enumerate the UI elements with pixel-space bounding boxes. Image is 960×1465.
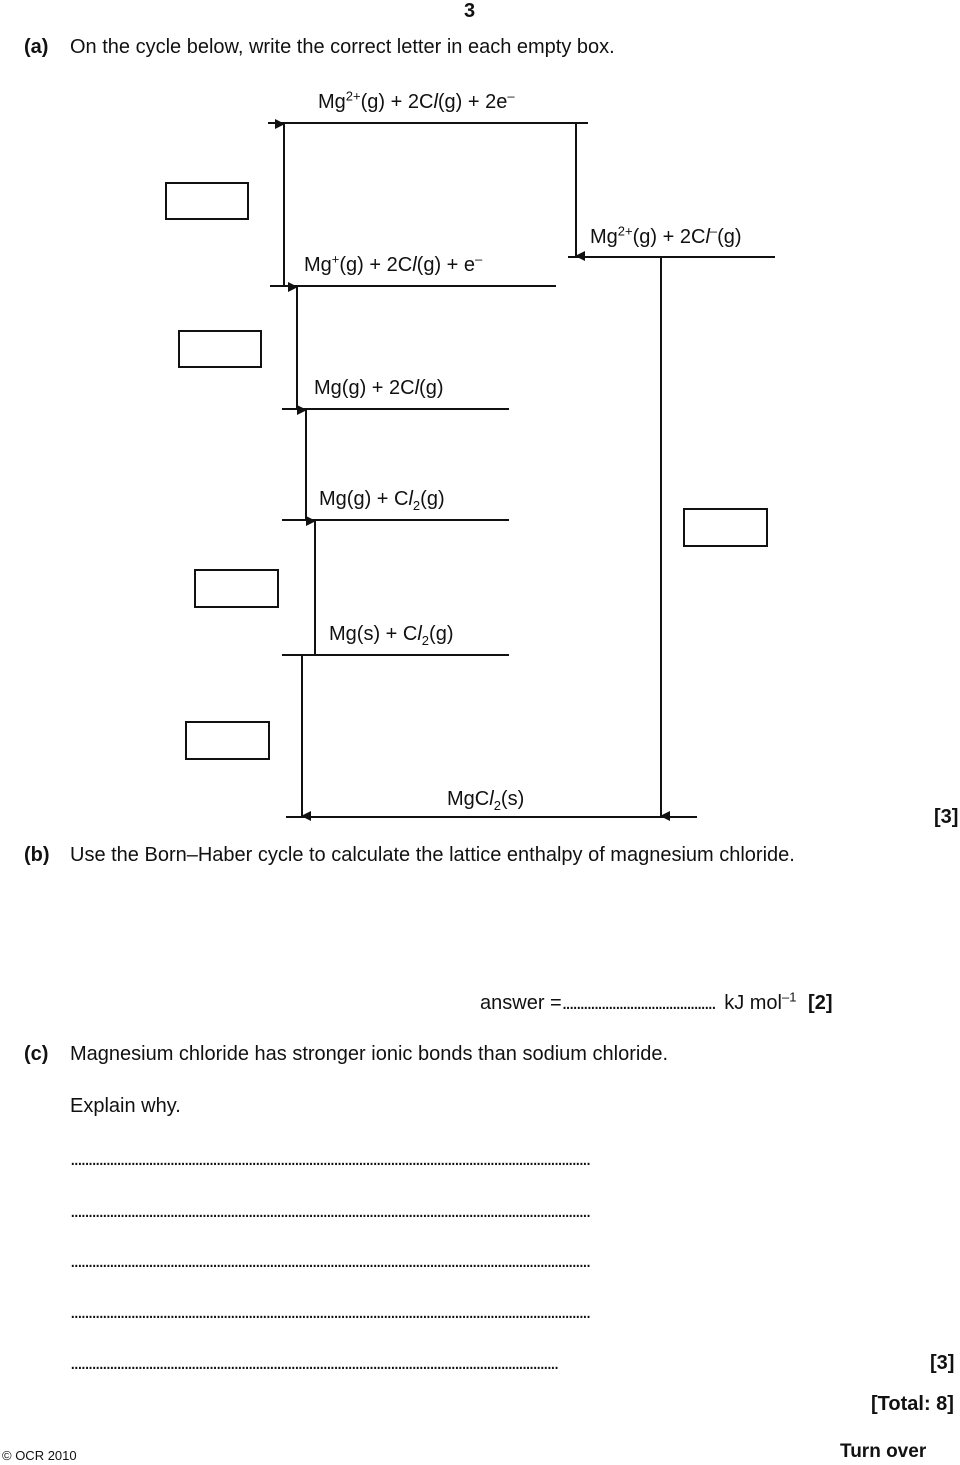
answer-line-2[interactable]: .................................................................................................................................................. (70, 1200, 590, 1222)
level-label-2: Mg+(g) + 2Cl(g) + e– (304, 251, 483, 276)
answer-box-1[interactable] (165, 182, 249, 220)
answer-box-2[interactable] (178, 330, 262, 368)
level-label-3: $Mg^{2+}(g) + 2Cl^-(g)$ (590, 223, 742, 248)
part-b-label: (b) (24, 844, 50, 866)
part-a-question: On the cycle below, write the correct letter in each empty box. (70, 36, 615, 58)
level-label-1: $Mg^{2+}(g) + 2Cl(g) + 2e^-$ (318, 88, 515, 113)
total-marks: [Total: 8] (871, 1393, 954, 1415)
answer-box-3[interactable] (683, 508, 768, 547)
part-c-prompt: Explain why. (70, 1095, 181, 1117)
part-a-marks: [3] (934, 806, 959, 828)
answer-line-4[interactable]: .................................................................................................................................................. (70, 1301, 590, 1323)
answer-box-4[interactable] (194, 569, 279, 608)
answer-label: answer = (480, 992, 562, 1014)
part-c-question: Magnesium chloride has stronger ionic bonds than sodium chloride. (70, 1043, 669, 1065)
part-a-label: (a) (24, 36, 49, 58)
answer-line-3[interactable]: .................................................................................................................................................. (70, 1250, 590, 1272)
part-b-question: Use the Born–Haber cycle to calculate the lattice enthalpy of magnesium chloride. (70, 844, 795, 866)
part-c-label: (c) (24, 1043, 49, 1065)
part-b-marks: [2] (808, 992, 833, 1014)
level-label-7: MgCl$_2$(s) (447, 788, 525, 813)
copyright: © OCR 2010 (2, 1448, 77, 1463)
answer-box-5[interactable] (185, 721, 270, 760)
level-label-4: Mg(g) + 2Cl(g) (314, 377, 444, 399)
answer-line-1[interactable]: .................................................................................................................................................. (70, 1148, 590, 1170)
level-label-5: $Mg(g) + Cl_2(g)$ (319, 488, 445, 513)
answer-line-5[interactable]: ......................................................................................................................................... (70, 1352, 558, 1374)
page-number: 3 (464, 0, 476, 22)
answer-row (480, 989, 833, 1015)
answer-field[interactable]: ........................................... (561, 992, 715, 1014)
turn-over: Turn over (840, 1441, 927, 1462)
part-c-marks: [3] (930, 1352, 955, 1374)
unit-label: kJ mol$^{-1}$ (724, 989, 797, 1014)
level-label-6: $Mg(s) + Cl_2(g)$ (329, 623, 454, 648)
